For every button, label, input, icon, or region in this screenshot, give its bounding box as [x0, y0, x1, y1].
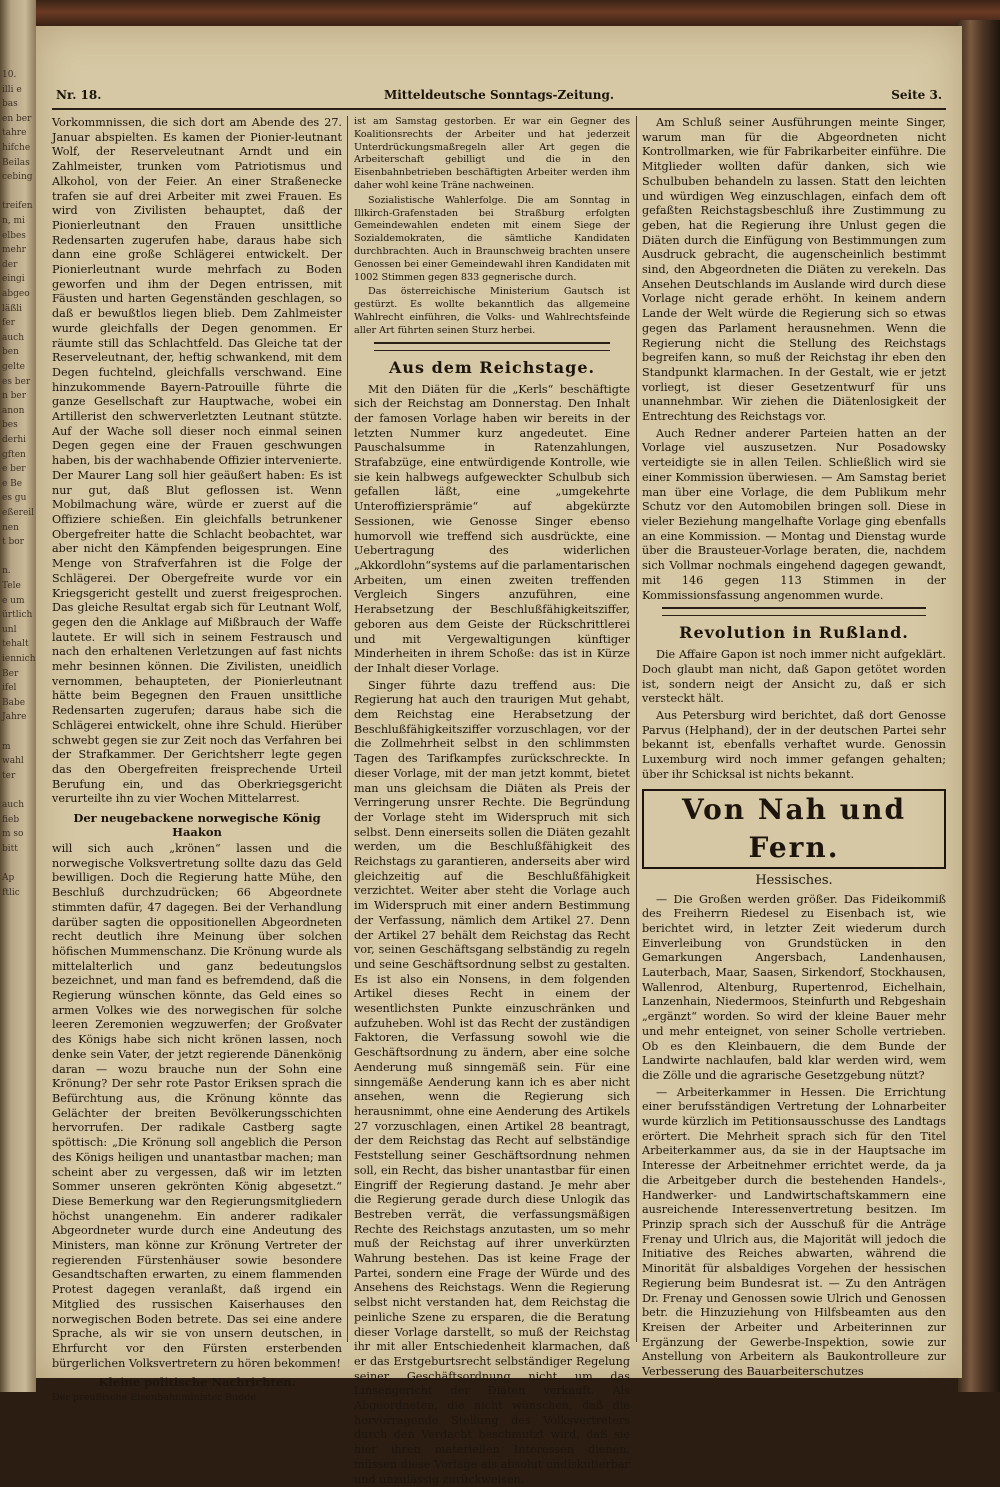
article-text: Mit den Diäten für die „Kerls“ beschäftigte sich der Reichstag am Donnerstag. Den Inhalt der famosen Vorlage haben wir bereits in der letzten Nummer kurz angedeutet. Eine Pauschalsumme in Ratenzahlungen, Strafabzüge, eine entwürdigende Kontrolle, wie sie kein halbwegs aufgeweckter Schulbub sich gefallen läßt, eine „umgekehrte Unteroffiziersprämie“ auf abgekürzte Sessionen, wie Genosse Singer ebenso humorvoll wie treffend sich ausdrückte, eine Uebertragung des widerlichen „Akkordlohn“systems auf die parlamentarischen Arbeiten, um einen zweiten treffenden Vergleich Singers anzuführen, eine Herabsetzung der Beschlußfähigkeitsziffer, geboren aus dem Geiste der Rückschrittlerei und mit Vergewaltigungen künftiger Minderheiten in ihrem Schoße: das ist in Kürze der Inhalt dieser Vorlage.: [354, 382, 630, 675]
article-text: — Die Großen werden größer. Das Fideikommiß des Freiherrn Riedesel zu Eisenbach ist, wie berichtet wird, in letzter Zeit wiederum durch Einverleibung von Grundstücken in den Gemarkungen Angersbach, Landenhausen, Lauterbach, Maar, Saasen, Sirkendorf, Stockhausen, Wallenrod, Altenburg, Rupertenrod, Eichelhain, Lanzenhain, Niedermoos, Steinfurth und Rebgeshain „ergänzt“ worden. So wird der kleine Bauer mehr und mehr enteignet, von seiner Scholle vertrieben. Ob es den Kleinbauern, die dem Bunde der Landwirte nachlaufen, bald klar werden wird, wem die Zölle und die agrarische Gesetzgebung nützt?: [642, 892, 946, 1082]
edge-text-line: n.: [2, 566, 11, 577]
article-heading-norway: Der neugebackene norwegische König Haakon: [73, 811, 321, 840]
edge-text-line: hifche: [2, 143, 31, 153]
article-text: will sich auch „krönen“ lassen und die norwegische Volksvertretung sollte dazu das Geld bewilligen. Doch die Regierung hatte Mühe, den Beschluß durchzudrücken; 66 Abgeordnete stimmten dafür, 47 dagegen. Bei der Verhandlung darüber sagten die oppositionellen Abgeordneten recht deutlich ihre Meinung über solchen höfischen Mummenschanz. Die Krönung wurde als mittelalterlich und ganz bedeutungslos bezeichnet, und man fand es befremdend, daß die Regierung wünschen könnte, das Geld eines so armen Volkes wie des norwegischen für solche leeren Zeremonien wegzuwerfen; der Großvater des Königs habe sich nicht krönen lassen, noch denke sein Vater, der jetzt regierende Dänenkönig daran — wozu brauche nun der Sohn eine Krönung? Der sehr rote Pastor Eriksen sprach die Befürchtung aus, die Krönung könnte das Gelächter der breiten Bevölkerungsschichten hervorrufen. Der radikale Castberg sagte spöttisch: „Die Krönung soll angeblich die Person des Königs heiligen und unantastbar machen; man scheint aber zu vergessen, daß wir im letzten Sommer unseren gekrönten König abgesetzt.“ Diese Bemerkung war den Regierungsmitgliedern höchst unangenehm. Ein anderer radikaler Abgeordneter wurde durch eine Andeutung des Ministers, man könne zur Krönung Vertreter der regierenden Fürstenhäuser sowie besondere Gesandtschaften erwarten, zu einem flammenden Protest dagegen veranlaßt, daß irgend ein Mitglied des russischen Kaiserhauses den norwegischen Boden betrete. Das sei eine andere Sprache, als wir sie von unsern deutschen, in Ehrfurcht vor den Fürsten ersterbenden bürgerlichen Volksvertretern zu hören bekommen!: [52, 842, 342, 1370]
edge-text-line: illi e: [2, 84, 22, 95]
edge-text-line: gften: [2, 449, 26, 460]
column-2: [354, 116, 630, 1486]
edge-text-line: treifen: [2, 201, 33, 212]
newspaper-title: Mitteldeutsche Sonntags-Zeitung.: [383, 88, 615, 102]
article-text: Singer führte dazu treffend aus: Die Regierung hat auch den traurigen Mut gehabt, dem Reichstag eine Herabsetzung der Beschlußfähigkeitsziffer vorzuschlagen, vor der die Zollmehrheit selbst in den schlimmsten Tagen des Tarifkampfes zurückschreckte. In dieser Vorlage, mit der man jetzt kommt, bietet man uns gleichsam die Diäten als Preis der Verringerung unsrer Rechte. Die Begründung der Vorlage steht im Widerspruch mit sich selbst. Denn einerseits sollen die Diäten gezahlt werden, um die Beschlußfähigkeit des Reichstags zu garantieren, anderseits aber wird gleichzeitig auf die Beschlußfähigkeit verzichtet. Weiter aber steht die Vorlage auch im Widerspruch mit einer andern Bestimmung der Verfassung, nämlich dem Artikel 27. Denn der Artikel 27 behält dem Reichstag das Recht vor, seinen Geschäftsgang selbständig zu regeln und seine Geschäftsordnung selbst zu gestalten. Es ist also ein Nonsens, in dem folgenden Artikel dieses Recht in einem der wesentlichsten Punkte einzuschränken und aufzuheben. Wohl ist das Recht der zuständigen Faktoren, die Verfassung sowohl wie die Geschäftsordnung zu ändern, aber eine solche Aenderung muß sinngemäß sein. Für eine sinngemäße Aenderung kann ich es aber nicht ansehen, wenn die Regierung sich herausnimmt, ohne eine Aenderung des Artikels 27 vorzuschlagen, einen Artikel 28 beantragt, der dem Reichstag das Recht auf selbständige Feststellung seiner Geschäftsordnung nehmen soll, ein Recht, das bisher unantastbar für einen Eingriff der Regierung dastand. Je mehr aber die Regierung gerade durch diese Unlogik das Bestreben verrät, die verfassungsmäßigen Rechte des Reichstags anzutasten, um so mehr muß der Reichstag auf ihrer unverkürzten Wahrung bestehen. Das ist keine Frage der Partei, sondern eine Frage der Würde und des Ansehens des Reichstags. Wenn die Regierung selbst nicht verstanden hat, dem Reichstag die peinliche Szene zu ersparen, die die Beratung dieser Vorlage darstellt, so muß der Reichstag ihr mit aller Entschiedenheit klarmachen, daß er das Erstgeburtsrecht selbständiger Regelung seiner Geschäftsordnung nicht um das Linsengericht der Diäten verkauft. Als Abgeordneten, die nicht wünschen, daß die hervorragende Stellung des Volksvertreters durch den Verdacht beschmutzt wird, daß sie hier ihren materiellen Interessen dienen, müssen diese Vorlage als absolut undiskutierbar und unzulässig zurückweisen.: [354, 678, 630, 1486]
edge-text-line: m: [2, 741, 11, 752]
page-header: [56, 88, 942, 106]
section-divider: [374, 342, 610, 351]
news-item: Sozialistische Wahlerfolge. Die am Sonntag in Illkirch-Grafenstaden bei Straßburg erfolgten Gemeindewahlen endeten mit einem Siege der Sozialdemokraten, die sämtliche Kandidaten durchbrachten. Auch in Braunschweig brachten unsere Genossen bei einer Gemeindewahl ihren Kandidaten mit 1002 Stimmen gegen 833 gegnerische durch.: [354, 194, 630, 283]
article-text: Aus Petersburg wird berichtet, daß dort Genosse Parvus (Helphand), der in der deutschen Partei sehr bekannt ist, ebenfalls verhaftet wurde. Genossin Luxemburg wird noch immer gefangen gehalten; über ihr Schicksal ist nichts bekannt.: [642, 709, 946, 781]
news-item: ist am Samstag gestorben. Er war ein Gegner des Koalitionsrechts der Arbeiter und hat jederzeit Unterdrückungsmaßregeln aller Art gegen die Arbeiterschaft gebilligt und die in den Eisenbahnbetrieben beschäftigten Arbeiter werden ihm daher wohl keine Träne nachweinen.: [354, 116, 630, 191]
article-text: Am Schluß seiner Ausführungen meinte Singer, warum man für die Abgeordneten nicht Kontrollmarken, wie für Fabrikarbeiter einführe. Die Mitglieder wollten dafür danken, sich wie Schulbuben behandeln zu lassen. Statt den leichten und würdigen Weg einzuschlagen, einfach dem oft gefaßten Reichstagsbeschluß ihre Zustimmung zu geben, hat die Regierung ihre Unlust gegen die Diäten durch die Einfügung von Bestimmungen zum Ausdruck gebracht, die augenscheinlich bestimmt sind, den Abgeordneten die Diäten zu verekeln. Das Ansehen Deutschlands im Auslande wird durch diese Vorlage nicht gerade erhöht. In keinem andern Lande der Welt würde die Regierung sich so etwas gegen das Parlament herausnehmen. Wenn die Regierung nicht die Stellung des Reichstags begreifen kann, so muß der Reichstag ihr eben den Standpunkt klarmachen. In der Gestalt, wie er jetzt vorliegt, ist dieser Gesetzentwurf für uns unannehmbar. Wir ziehen die Diätenlosigkeit der Entrechtung des Reichstags vor.: [642, 116, 946, 424]
article-text: — Arbeiterkammer in Hessen. Die Errichtung einer berufsständigen Vertretung der Lohnarbeiter wurde kürzlich im Petitionsausschusse des Landtags erörtert. Die Mehrheit sprach sich für den Titel Arbeiterkammer aus, da sie in der Hauptsache im Interesse der Arbeitnehmer errichtet werde, da ja die Arbeitgeber durch die bestehenden Handels-, Handwerker- und Landwirtschaftskammern eine ausreichende Interessenvertretung besitzen. Im Prinzip sprach sich der Ausschuß für die Anträge Frenay und Ulrich aus, die Majorität will jedoch die Initiative des Reiches abwarten, während die Minorität für alsbaldiges Vorgehen der hessischen Regierung beim Bundesrat ist. — Zu den Anträgen Dr. Frenay und Genossen sowie Ulrich und Genossen betr. die Hinzuziehung von Hilfsbeamten aus den Kreisen der Arbeiter und Arbeiterinnen zur Ergänzung der Gewerbe-Inspektion, sowie zur Anstellung von Arbeitern als Baukontrolleure zur Verbesserung des Bauarbeiterschutzes: [642, 1085, 946, 1379]
edge-text-line: bas: [2, 99, 18, 110]
edge-text-line: wahl: [2, 756, 24, 767]
column-rule-2: [636, 116, 637, 1342]
edge-text-line: e um: [2, 595, 25, 606]
edge-text-line: n ber: [2, 391, 27, 402]
column-rule-1: [347, 116, 348, 1342]
edge-text-line: en ber: [2, 113, 32, 124]
article-text: Die Affaire Gapon ist noch immer nicht aufgeklärt. Doch glaubt man nicht, daß Gapon getötet worden ist, sondern neigt der Ansicht zu, daß er sich versteckt hält.: [642, 648, 946, 706]
article-text: Vorkommnissen, die sich dort am Abende des 27. Januar abspielten. Es kamen der Pionier-leutnant Wolf, der Reserveleutnant Arndt und ein Zahlmeister, trunken vom Patriotismus und Alkohol, von der Feier. An einer Straßenecke trafen sie auf drei Arbeiter mit zwei Frauen. Es wird von Zivilisten behauptet, daß der Pionierleutnant den Frauen unsittliche Redensarten zugerufen habe, daraus habe sich dann eine große Schlägerei entwickelt. Der Pionierleutnant wurde mehrfach zu Boden geworfen und ihm der Degen entrissen, mit Fäusten und harten Gegenständen geschlagen, so daß er bewußtlos liegen blieb. Dem Zahlmeister wurde gleichfalls der Degen genommen. Er räumte still das Schlachtfeld. Das Gleiche tat der Reserveleutnant, der, heftig schwankend, mit dem Degen fuchtelnd, gleichfalls verschwand. Eine hinzukommende Bayern-Patrouille führte die ganze Gesellschaft zur Hauptwache, wobei ein Artillerist den schwerverletzten Leutnant stützte. Auf der Wache soll dieser noch einmal seinen Degen gegen eine der Frauen geschwungen haben, bis der wachhabende Offizier intervenierte. Der Maurer Lang soll hier geäußert haben: Es ist nur gut, daß Blut geflossen ist. Wenn Mobilmachung wäre, würde er zuerst auf die Offiziere schießen. Ein gleichfalls betrunkener Obergefreiter hatte die Schlacht beobachtet, war aber nicht den Kämpfenden beigesprungen. Eine Menge von Strafverfahren ist die Folge der Schlägerei. Der Obergefreite wurde vor ein Kriegsgericht gestellt und zuerst freigesprochen. Das gleiche Resultat ergab sich für Leutnant Wolf, gegen den die Anklage auf Mißbrauch der Waffe lautete. Er will sich in seinem Festrausch und nach den erhaltenen Verletzungen auf fast nichts mehr besinnen können. Die Zivilisten, uneidlich vernommen, behaupteten, der Pionierleutnant hätte beim Begegnen den Frauen unsittliche Redensarten zugerufen; daraus habe sich die Schlägerei entwickelt, ohne ihre Schuld. Hierüber schwebt gegen sie zur Zeit noch das Verfahren bei der Strafkammer. Der Gerichtsherr legte gegen das den Obergefreiten freisprechende Urteil Berufung ein, und das Oberkriegsgericht verurteilte ihn zu vier Wochen Mittelarrest.: [52, 116, 342, 806]
edge-text-line: abgeo: [2, 289, 30, 299]
section-heading-reichstag: Aus dem Reichstage.: [388, 357, 596, 377]
edge-text-line: bitt: [2, 843, 18, 854]
section-heading-nah-fern: Von Nah und Fern.: [642, 789, 946, 869]
edge-text-line: ürtlich: [2, 610, 33, 621]
edge-text-line: unl: [2, 624, 17, 635]
article-text: Auch Redner anderer Parteien hatten an der Vorlage viel auszusetzen. Nur Posadowsky verteidigte sie in allen Teilen. Schließlich wird sie einer Kommission überwiesen. — Am Samstag beriet man über eine Vorlage, die dem Publikum mehr Schutz vor den Automobilen bringen soll. Diese in vieler Beziehung mangelhafte Vorlage ging ebenfalls an eine Kommission. — Montag und Dienstag wurde über die Brausteuer-Vorlage beraten, die, nachdem sich Vollmar nochmals eingehend dagegen gewandt, mit 146 gegen 113 Stimmen in der Kommissionsfassung angenommen wurde.: [642, 426, 946, 602]
header-rule: [52, 108, 946, 110]
edge-text-line: 10.: [2, 70, 17, 80]
edge-text-line: n, mi: [2, 216, 25, 226]
news-item: Das österreichische Ministerium Gautsch ist gestürzt. Es wollte bekanntlich das allgemeine Wahlrecht einführen, die Volks- und Wahlrechtsfeinde aller Art führten seinen Sturz herbei.: [354, 286, 630, 336]
edge-text-line: Tele: [2, 581, 21, 591]
edge-text-line: cebing: [2, 172, 33, 183]
edge-text-line: Babe: [2, 697, 26, 708]
edge-text-line: e ber: [2, 464, 26, 475]
region-heading: Hessisches.: [755, 872, 833, 888]
edge-text-line: ftlic: [2, 887, 20, 898]
edge-text-line: mehr: [2, 245, 26, 256]
edge-text-line: anon: [2, 405, 25, 416]
edge-text-line: es ber: [2, 376, 31, 387]
edge-text-line: eingi: [2, 274, 25, 285]
newspaper-page: [36, 26, 962, 1486]
edge-text-line: m so: [2, 829, 24, 840]
section-divider: [662, 607, 926, 616]
section-heading-russia: Revolution in Rußland.: [679, 623, 909, 643]
edge-text-line: e Be: [2, 478, 23, 489]
column-3: [642, 116, 946, 1379]
article-text: Der preußische Eisenbahnminister Budde: [52, 1392, 257, 1404]
edge-text-line: fer: [2, 318, 15, 329]
edge-text-line: Jahre: [2, 712, 27, 723]
edge-text-line: derhi: [2, 435, 27, 445]
edge-text-line: ben: [2, 347, 19, 358]
edge-text-line: der: [2, 259, 18, 270]
edge-text-line: Ber: [2, 668, 19, 679]
edge-text-line: auch: [2, 800, 24, 810]
book-spine-right: [958, 20, 1000, 1392]
edge-text-line: t bor: [2, 537, 24, 548]
edge-text-line: bes: [2, 420, 18, 431]
edge-text-line: Beilas: [2, 157, 30, 168]
edge-text-line: elbes: [2, 230, 26, 241]
edge-text-line: eßereil: [2, 508, 35, 518]
edge-text-line: iennich: [2, 654, 36, 664]
edge-text-line: auch: [2, 332, 24, 343]
issue-number: Nr. 18.: [56, 88, 102, 102]
edge-text-line: Ap: [2, 873, 15, 883]
page-number: Seite 3.: [891, 88, 942, 102]
column-1: [52, 116, 342, 1404]
edge-text-line: tahre: [2, 128, 27, 139]
edge-text-line: nen: [2, 522, 19, 533]
edge-text-line: es gu: [2, 493, 27, 504]
previous-page-edge: [0, 0, 36, 1392]
edge-text-line: läßli: [2, 303, 23, 314]
article-heading-small-news: Kleine politische Nachrichten.: [98, 1375, 296, 1390]
edge-text-line: ifel: [2, 683, 17, 694]
edge-text-line: ter: [2, 770, 16, 781]
edge-text-line: fieb: [2, 814, 20, 825]
edge-text-line: tehalt: [2, 639, 29, 650]
edge-text-line: gelte: [2, 362, 25, 372]
